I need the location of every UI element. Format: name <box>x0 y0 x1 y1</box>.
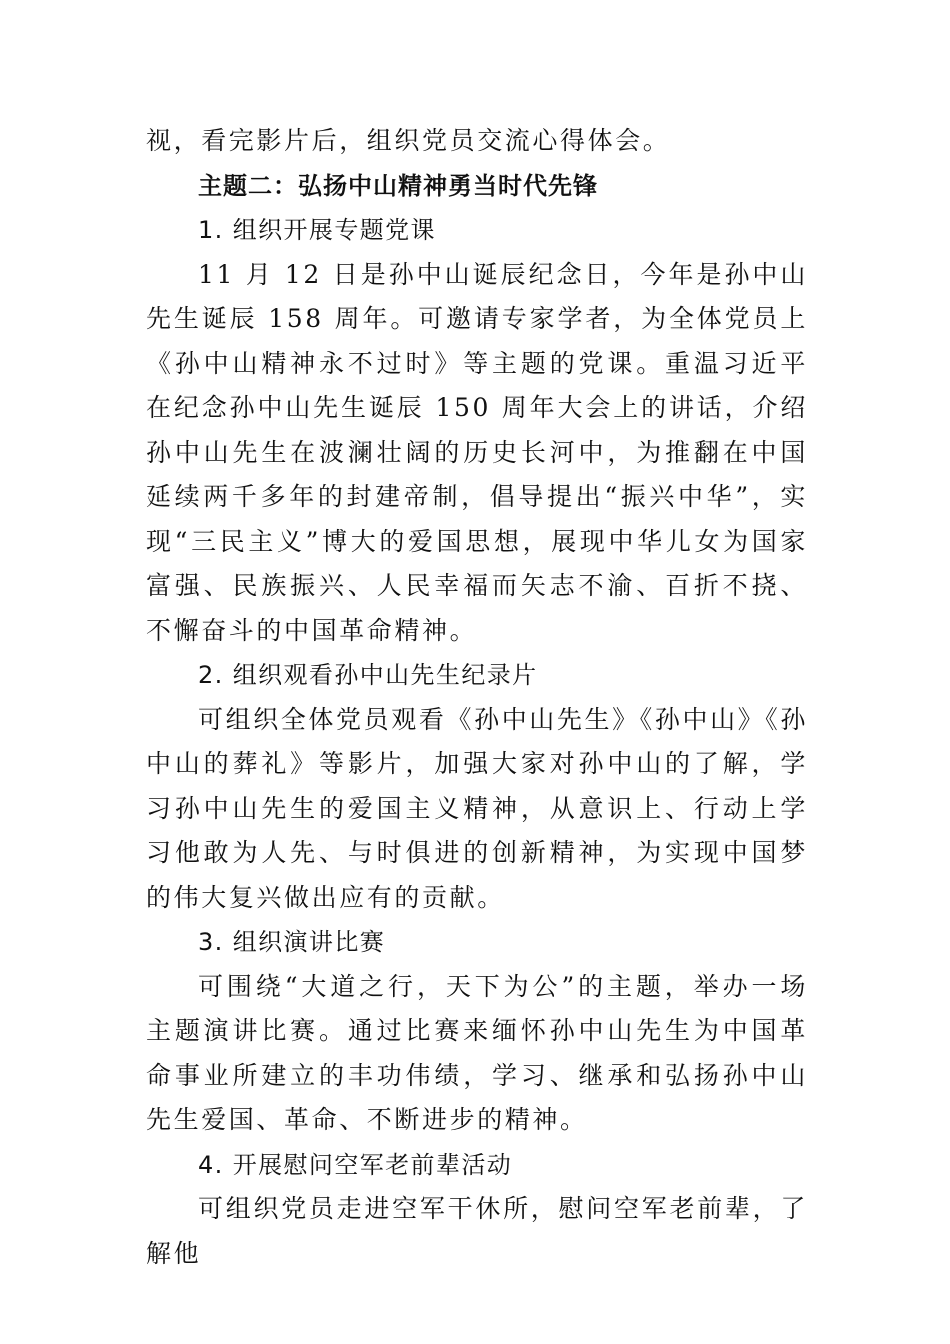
section-heading: 主题二：弘扬中山精神勇当时代先锋 <box>198 171 598 200</box>
subsection-heading: 3. 组织演讲比赛 <box>198 928 386 956</box>
subsection-heading: 2. 组织观看孙中山先生纪录片 <box>198 661 538 689</box>
body-paragraph: 可组织党员走进空军干休所，慰问空军老前辈，了解他 <box>146 1194 808 1268</box>
body-paragraph: 视，看完影片后，组织党员交流心得体会。 <box>146 126 671 155</box>
subsection-heading: 1. 组织开展专题党课 <box>198 216 436 244</box>
subsection-heading: 4. 开展慰问空军老前辈活动 <box>198 1150 513 1179</box>
body-paragraph: 可围绕“大道之行，天下为公”的主题，举办一场主题演讲比赛。通过比赛来缅怀孙中山先生为中国革命事业所建立的丰功伟绩，学习、继承和弘扬孙中山先生爱国、革命、不断进步的精神。 <box>146 971 808 1134</box>
body-paragraph: 11 月 12 日是孙中山诞辰纪念日，今年是孙中山先生诞辰 158 周年。可邀请专家学者，为全体党员上《孙中山精神永不过时》等主题的党课。重温习近平在纪念孙中山先生诞辰 150 周年大会上的讲话，介绍孙中山先生在波澜壮阔的历史长河中，为推翻在中国延续两千多年的封建帝制，倡导提出“振兴中华”，实现“三民主义”博大的爱国思想，展现中华儿女为国家富强、民族振兴、人民幸福而矢志不渝、百折不挠、不懈奋斗的中国革命精神。 <box>146 259 808 645</box>
body-paragraph: 可组织全体党员观看《孙中山先生》《孙中山》《孙中山的葬礼》等影片，加强大家对孙中山的了解，学习孙中山先生的爱国主义精神，从意识上、行动上学习他敢为人先、与时俱进的创新精神，为实现中国梦的伟大复兴做出应有的贡献。 <box>146 704 808 912</box>
document-page <box>146 119 808 1276</box>
